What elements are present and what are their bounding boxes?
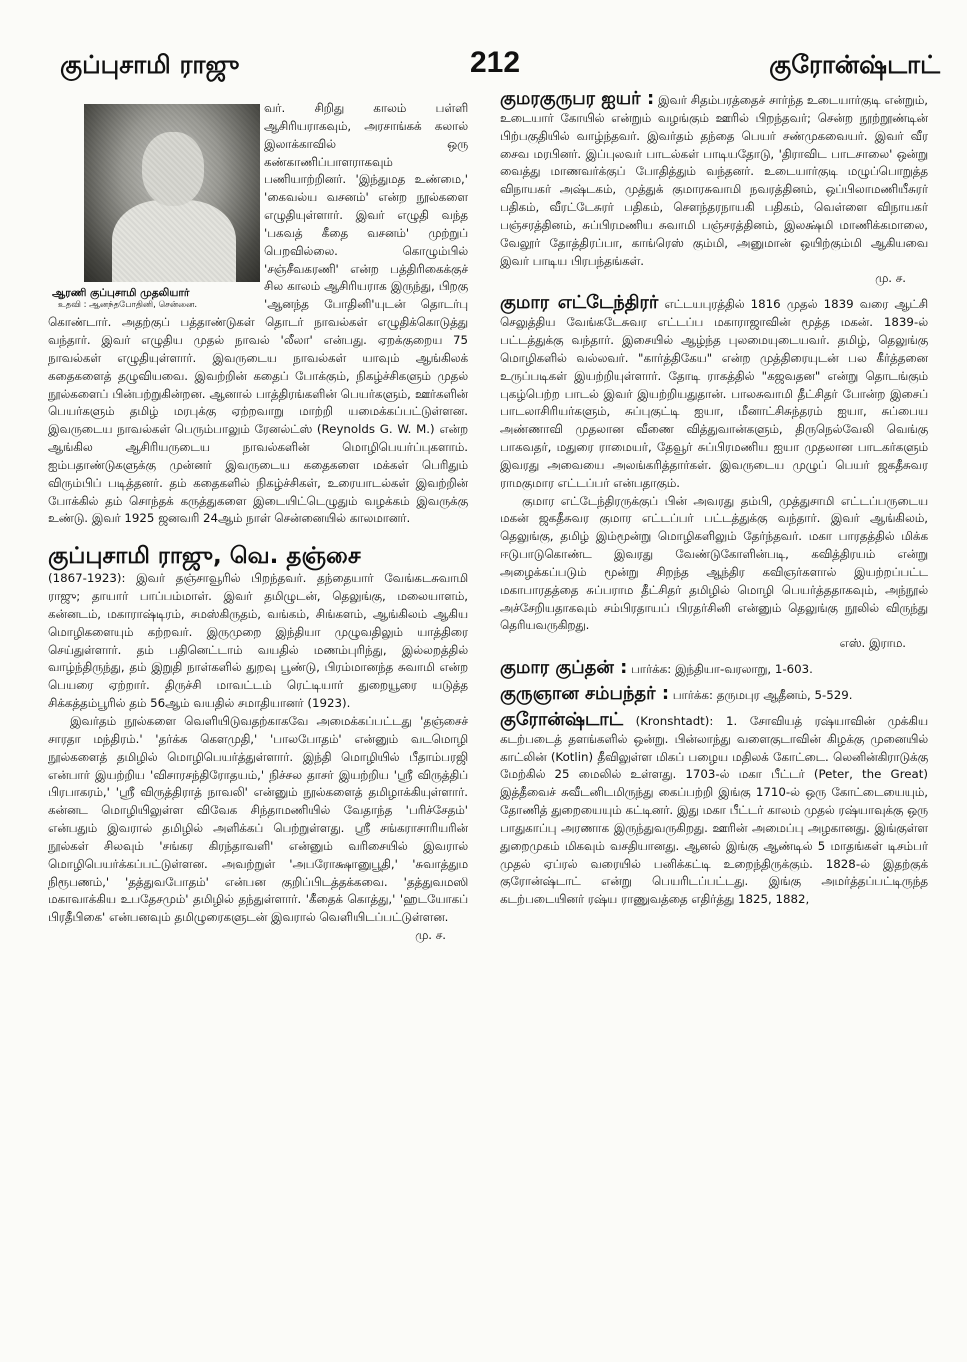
entry-kumara-guptan [500,659,928,679]
entry-heading: குமரகுருபர ஐயர் : [500,88,655,109]
entry-heading: குப்புசாமி ராஜு, வெ. தஞ்சை [48,543,361,570]
entry-body: (Kronshtadt): 1. சோவியத் ரஷ்யாவின் முக்கிய கடற்படைத் தளங்களில் ஒன்று. பின்லாந்து வளைகுடாவின் கிழக்கு முனையில் காட்லின் (Kotlin) தீவிலுள்ள மிகப் பழைய மதிலக் கோட்டை. லெனின்கிராடுக்கு மேற்கில் 25 மைலில் உள்ளது. 1703-ல் மகா பீட்டர் (Peter, the Great) இத்தீவைச் சுவீடனிடமிருந்து கைப்பற்றி இங்கு 1710-ல் ஒரு கோட்டையையும், தோணித் துறையையும் கட்டினர். இது மகா பீட்டர் காலம் முதல் ரஷ்யாவுக்கு ஒரு பாதுகாப்பு அரணாக இருந்துவருகிறது. ஊரின் அமைப்பு அழகானது. இங்குள்ள துறைமுகம் மிகவும் வசதியானது. ஆனல் இங்கு ஆண்டில் 5 மாதங்கள் டிசம்பர் முதல் ஏப்ரல் வரையில் பனிக்கட்டி உறைந்திருக்கும். 1828-ல் இதற்குக் குரோன்ஷ்டாட் என்று பெயரிடப்பட்டது. இங்கு அமர்த்தப்பட்டிருந்த கடற்படையினர் ரஷ்ய ராணுவத்தை எதிர்த்து 1825, 1882, [500,713,928,907]
portrait-photo [84,104,260,282]
header-left-guideword: குப்புசாமி ராஜு [60,50,240,79]
entry-body-paragraph-2: குமார எட்டேந்திரருக்குப் பின் அவரது தம்பி, முத்துசாமி எட்டப்பருடைய மகன் ஜகதீசுவர குமார எட்டப்பர் பட்டத்துக்கு வந்தார். இவர் ஆங்கிலம், தெலுங்கு, தமிழ் இம்மூன்று மொழிகளிலும் தேர்ந்தவர். மகா பாரதத்தில் மிக்க ஈடுபாடுகொண்ட இவரது வேண்டுகோளின்படி, கவித்திரயம் என்று அழைக்கப்படும் மூன்று சிறந்த ஆந்திர கவிஞர்களால் இயற்றப்பட்ட மகாபாரதத்தை சுப்பராம தீட்சிதர் தமிழில் மொழி பெயர்த்ததாகவும், அந்நூல் அச்சேறியதாகவும் சம்பிரதாயப் பிரதர்சினி என்னும் தெலுங்கு நூலில் விருந்து தெரியவருகிறது. [500,493,928,633]
portrait-figure [48,104,254,311]
entry-body-paragraph-2: இவர்தம் நூல்களை வெளியிடுவதற்காகவே அமைக்கப்பட்டது 'தஞ்சைச் சாரதா மந்திரம்.' 'தர்க்க கௌமுதி,' 'பாலபோதம்' என்னும் வடமொழி நூல்களைத் தமிழில் மொழிபெயர்த்துள்ளார். இந்தி மொழியில் பீதாம்பரஜி என்பார் இயற்றிய 'விசாரசந்திரோதயம்,' நிச்சல தாசர் இயற்றிய 'ஸ்ரீ விருத்திப் பிரபாகரம்,' 'ஸ்ரீ விருத்திராத் நாவலி' என்னும் நூல்களைத் தமிழாக்கியுள்ளார். கன்னட மொழியிலுள்ள விவேக சிந்தாமணியில் வேதாந்த 'பரிச்சேதம்' என்பதும் இவரால் தமிழில் அளிக்கப் பெற்றுள்ளது. ஸ்ரீ சங்கராசாரியரின் நூல்கள் சிலவும் 'சங்கர கிரந்தாவளி' என்னும் வரிசையில் இவரால் மொழிபெயர்க்கப்பட்டுள்ளன. அவற்றுள் 'அபரோக்ஷானுபூதி,' 'சுவாத்தும நிரூபணம்,' 'தத்துவபோதம்' என்பன குறிப்பிடத்தக்கவை. 'தத்துவமஸி மகாவாக்கிய உபதேசமும்' தமிழில் தந்துள்ளார். 'கீதைக் கொத்து,' 'ஹடயோகப் பிரதீபிகை' என்பனவும் தமிழுரைகளுடன் இவரால் வெளியிடப்பட்டுள்ளன. [48,714,468,925]
right-column [500,88,928,1328]
page-header [60,42,940,90]
portrait-credit: உதவி : ஆனந்தபோதினி, சென்னை. [58,300,198,310]
page-number: 212 [470,46,521,79]
entry-signature: மு. ச. [415,928,446,943]
entry-kronshtadt [500,708,928,909]
entry-signature: மு. ச. [875,271,906,286]
portrait-caption: ஆரணி குப்புசாமி முதலியார் [52,287,190,299]
entry-body: எட்டயபுரத்தில் 1816 முதல் 1839 வரை ஆட்சி செலுத்திய வேங்கடேசுவர எட்டப்ப மகாராஜாவின் மூத்த மகன். 1839-ல் பட்டத்துக்கு வந்தார். இசையில் ஆழ்ந்த புலமையுடையவர். தமிழ், தெலுங்கு மொழிகளில் வல்லவர். "கார்த்திகேய" என்ற முத்திரையுடன் பல கீர்த்தனை உருப்படிகள் இயற்றியுள்ளார். தோடி ராகத்தில் "கஜவதன" என்று தொடங்கும் புகழ்பெற்ற பாடல் இவர் இயற்றியதுதான். பாலசுவாமி தீட்சிதர் போன்ற இசைப் பாடலாசிரியர்களும், சுப்புகுட்டி ஐயா, மீனாட்சிசுந்தரம் ஐயா, சுப்பைய அண்ணாவி முதலான வீணை வித்துவான்களும், திருநெல்வேலி வெங்கு பாகவதர், மதுரை ராமையர், தேவூர் சுப்பிரமணிய ஐயா முதலான பாடகர்களும் இவரது அவையை அலங்கரித்தார்கள். இவருடைய முழுப் பெயர் ஜகதீசுவர ராமகுமார எட்டப்பர் என்பதாகும். [500,297,928,490]
header-right-guideword: குரோன்ஷ்டாட் [769,50,940,79]
entry-heading: குமார எட்டேந்திரர் [500,292,659,314]
left-column [48,100,468,1340]
entry-body: பார்க்க: தருமபுர ஆதீனம், 5-529. [672,688,853,702]
entry-kuppusami-raju [48,542,468,945]
entry-kumaraguruparar [500,90,928,288]
entry-body: (1867-1923): இவர் தஞ்சாவூரில் பிறந்தவர். தந்தையார் வேங்கடசுவாமி ராஜு; தாயார் பாப்பம்மாள். இவர் தமிழுடன், தெலுங்கு, மலையாளம், கன்னடம், மகாராஷ்டிரம், சமஸ்கிருதம், வங்கம், சிங்களம், ஆங்கிலம் ஆகிய மொழிகளையும் கற்றவர். இருமுறை இந்தியா முழுவதிலும் யாத்திரை செய்துள்ளார். தம் பதினெட்டாம் வயதில் மணம்புரிந்து, இல்லறத்தில் வாழ்ந்திருந்து, தம் இறுதி நாள்களில் துறவு பூண்டு, பிரம்மானந்த சுவாமி என்ற பெயரை ஏற்றார். திருச்சி மாவட்டம் ரெட்டியார் துறையூரை யடுத்த சிக்கத்தம்பூரில் தம் 56ஆம் வயதில் சமாதியானர் (1923). [48,571,468,711]
entry-continuation-text: வர். சிறிது காலம் பள்ளி ஆசிரியராகவும், அரசாங்கக் கலால் இலாக்காவில் ஒரு கண்காணிப்பாளராகவும் பணியாற்றினர். 'இந்துமத உண்மை,' 'கைவல்ய வசனம்' என்ற நூல்களை எழுதியுள்ளார். இவர் எழுதி வந்த 'பகவத் கீதை வசனம்' முற்றுப் பெறவில்லை. கொழும்பில் 'சஞ்சீவகரணி' என்ற பத்திரிகைக்குச் சில காலம் ஆசிரியராக இருந்து, பிறகு 'ஆனந்த போதினி'யுடன் தொடர்பு கொண்டார். அதற்குப் பத்தாண்டுகள் தொடர் நாவல்கள் எழுதிக்கொடுத்து வந்தார். இவர் எழுதிய முதல் நாவல் 'லீலா' என்பது. ஏறக்குறைய 75 நாவல்கள் எழுதியுள்ளார். இவருடைய நாவல்கள் யாவும் ஆங்கிலக் கதைகளைத் தழுவியவை. இவற்றின் கதைப் போக்கும், நிகழ்ச்சிகளும் முதல் நூல்களைப் பின்பற்றுகின்றன. ஆனால் பாத்திரங்களின் பெயர்களும், ஊர்களின் பெயர்களும் தமிழ் மரபுக்கு ஏற்றவாறு மாற்றி யமைக்கப்பட்டுள்ளன. இவருடைய நாவல்கள் பெரும்பாலும் ரேனல்ட்ஸ் (Reynolds G. W. M.) என்ற ஆங்கில ஆசிரியருடைய நாவல்களின் மொழிபெயர்ப்புகளாம். ஐம்பதாண்டுகளுக்கு முன்னர் இவருடைய கதைகளை மக்கள் பெரிதும் விரும்பிப் படித்தனர். தம் கதைகளில் நிகழ்ச்சிகள், உரையாடல்கள் இவற்றின் போக்கில் தம் சொந்தக் கருத்துகளை இடையிட்டெழுதும் வழக்கம் இவருக்கு உண்டு. இவர் 1925 ஜனவரி 24ஆம் நாள் சென்னையில் காலமானர். [48,101,468,526]
entry-heading: குருஞான சம்பந்தர் : [500,683,670,704]
entry-kumara-ettendrar [500,294,928,653]
entry-heading: குரோன்ஷ்டாட் [500,708,624,730]
entry-body: பார்க்க: இந்தியா-வரலாறு, 1-603. [631,662,813,677]
entry-heading: குமார குப்தன் : [500,657,628,679]
entry-gurugnana-sambandar [500,685,928,705]
entry-body: இவர் சிதம்பரத்தைச் சார்ந்த உடையார்குடி என்றும், உடையார் கோயில் என்றும் வழங்கும் ஊரில் பிறந்தவர்; சென்ற நூற்றூண்டின் பிற்பகுதியில் வாழ்ந்தவர். இவர்தம் தந்தை பெயர் சண்முகவையர். இவர் வீர சைவ மரபினர். இப்புலவர் பாடல்கள் பாடியதோடு, 'திராவிட பாடசாலை' ஒன்று வைத்து மாணவர்க்குப் போதித்தும் வந்தனர். உடையார்குடி மழுப்பொறுத்த விநாயகர் அஷ்டகம், முத்துக் குமாரசுவாமி நவரத்தினம், ஒப்பிலாமணியீசுரர் பதிகம், வீரட்டேசுரர் பதிகம், சௌந்தரநாயகி பதிகம், வெள்ளை விநாயகர் பஞ்சரத்தினம், சுப்பிரமணிய சுவாமி பஞ்சரத்தினம், இலக்ஷ்மி மாணிக்கமாலை, வேலூர் தோத்திரப்பா, காங்ரெஸ் கும்மி, அனுமான் ஒயிற்கும்மி ஆகியவை இவர் பாடிய பிரபந்தங்கள். [500,93,928,268]
entry-signature: எஸ். இராம. [839,636,906,651]
